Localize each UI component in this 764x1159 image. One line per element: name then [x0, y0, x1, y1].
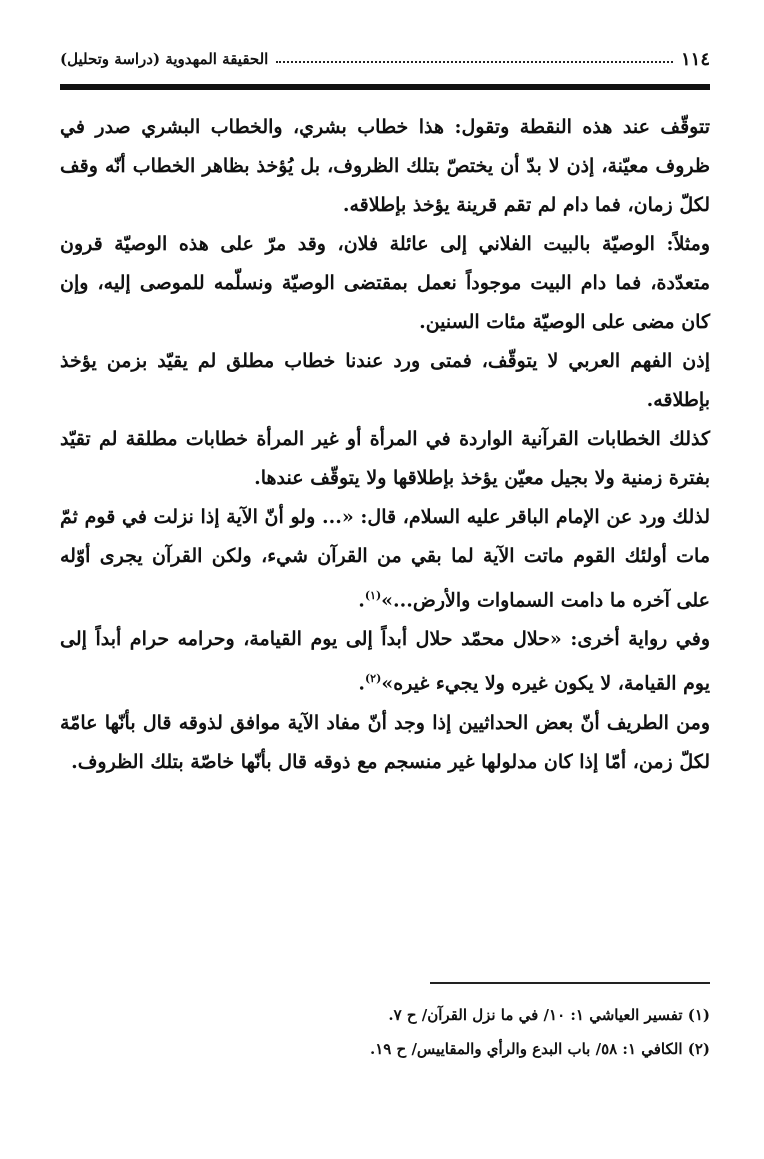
footnotes — [60, 998, 710, 1066]
paragraph-3: إذن الفهم العربي لا يتوقّف، فمتى ورد عندنا خطاب مطلق لم يقيّد بزمن يؤخذ بإطلاقه. — [60, 350, 710, 411]
running-title: الحقيقة المهدوية (دراسة وتحليل) — [60, 50, 269, 68]
footnote-ref-2[interactable]: (٢) — [364, 672, 382, 686]
paragraph-6-text: وفي رواية أخرى: «حلال محمّد حلال أبداً إلى يوم القيامة، وحرامه حرام أبداً إلى يوم القيامة، لا يكون غيره ولا يجيء غيره» — [60, 628, 710, 695]
main-text — [60, 108, 710, 782]
footnote-2: (٢) الكافي ١: ٥٨/ باب البدع والرأي والمقاييس/ ح ١٩. — [369, 1040, 710, 1058]
paragraph-5-text: لذلك ورد عن الإمام الباقر عليه السلام، قال: «... ولو أنّ الآية إذا نزلت في قوم ثمّ مات أولئك القوم ماتت الآية لما بقي من القرآن شيء، ولكن القرآن يجرى أوّله على آخره ما دامت السماوات والأرض...» — [60, 506, 710, 612]
footnote-separator — [430, 982, 710, 984]
paragraph-2: ومثلاً: الوصيّة بالبيت الفلاني إلى عائلة فلان، وقد مرّ على هذه الوصيّة قرون متعدّدة، فما دام البيت موجوداً نعمل بمقتضى الوصيّة ونسلّمه للموصى إليه، وإن كان مضى على الوصيّة مئات السنين. — [60, 233, 710, 333]
paragraph-6: وفي رواية أخرى: «حلال محمّد حلال أبداً إلى يوم القيامة، وحرامه حرام أبداً إلى يوم القيامة، لا يكون غيره ولا يجيء غيره»$^{(٢)}$. — [60, 628, 710, 695]
paragraph-4: كذلك الخطابات القرآنية الواردة في المرأة أو غير المرأة خطابات مطلقة لم تقيّد بفترة زمنية ولا بجيل معيّن يؤخذ بإطلاقها ولا يتوقّف عندها. — [60, 428, 710, 489]
header-dot-leader — [276, 61, 673, 63]
paragraph-7: ومن الطريف أنّ بعض الحداثيين إذا وجد أنّ مفاد الآية موافق لذوقه قال بأنّها عامّة لكلّ زمن، أمّا إذا كان مدلولها غير منسجم مع ذوقه قال بأنّها خاصّة بتلك الظروف. — [60, 711, 710, 773]
footnote-1: (١) تفسير العياشي ١: ١٠/ في ما نزل القرآن/ ح ٧. — [388, 1006, 710, 1024]
page-number: ١١٤ — [680, 48, 710, 70]
running-header — [60, 44, 710, 74]
paragraph-5: لذلك ورد عن الإمام الباقر عليه السلام، قال: «... ولو أنّ الآية إذا نزلت في قوم ثمّ مات أولئك القوم ماتت الآية لما بقي من القرآن شيء، ولكن القرآن يجرى أوّله على آخره ما دامت السماوات والأرض...»$^{(١)}$. — [60, 506, 710, 612]
header-rule — [60, 84, 710, 90]
footnote-ref-1[interactable]: (١) — [364, 589, 382, 602]
paragraph-1: تتوقّف عند هذه النقطة وتقول: هذا خطاب بشري، والخطاب البشري صدر في ظروف معيّنة، إذن لا بدّ أن يختصّ بتلك الظروف، بل يُؤخذ بظاهر الخطاب أنّه وقف لكلّ زمان، فما دام لم تقم قرينة يؤخذ بإطلاقه. — [60, 116, 710, 216]
